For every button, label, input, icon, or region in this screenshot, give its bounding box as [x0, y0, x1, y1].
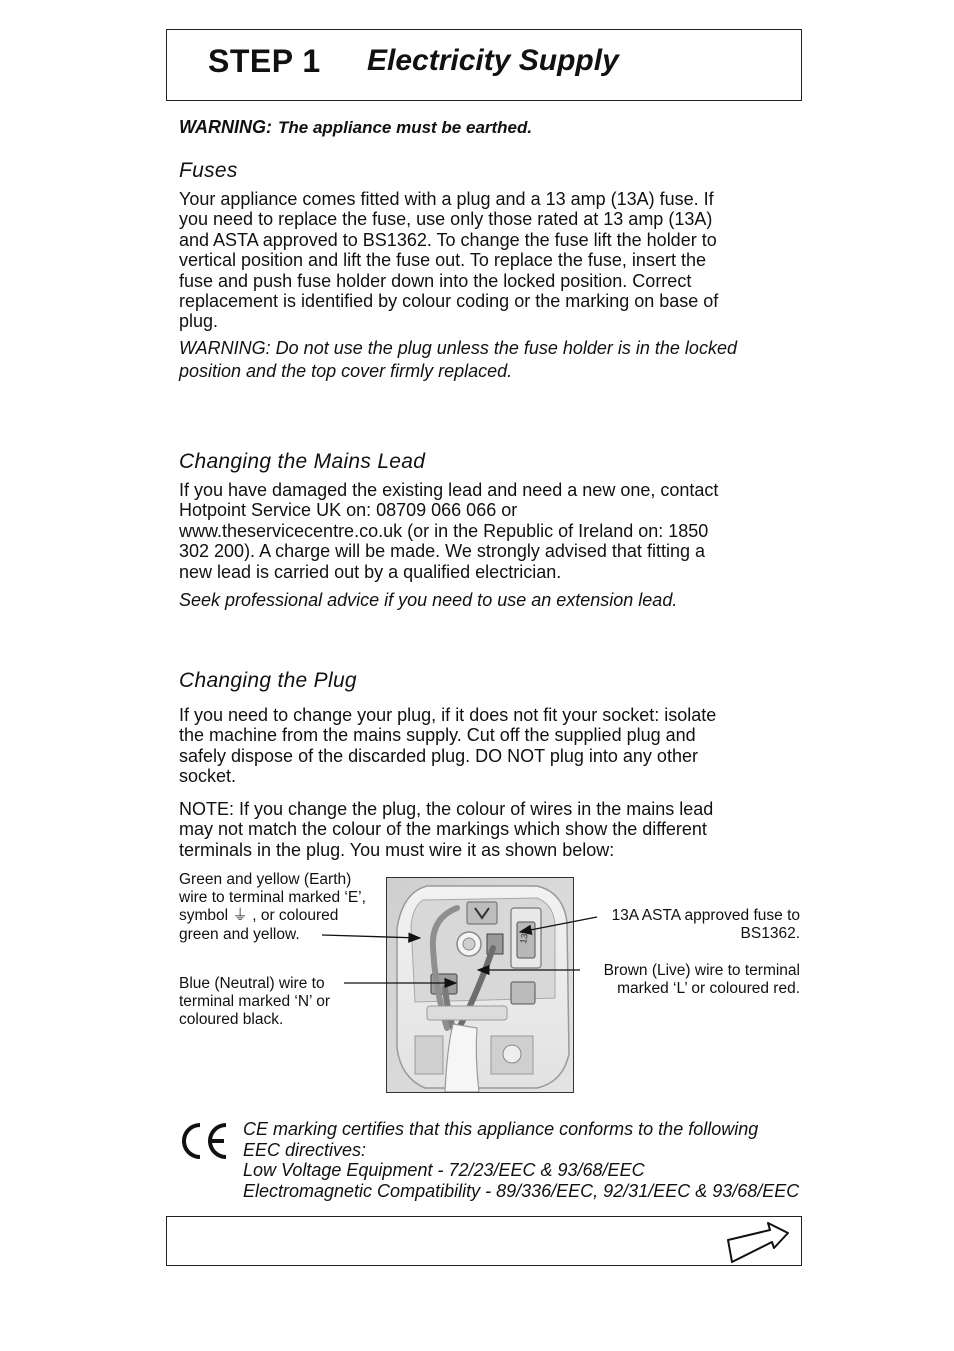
mains-lead-line: www.theservicecentre.co.uk (or in the Republic of Ireland on: 1850 [179, 520, 709, 541]
ce-line: CE marking certifies that this appliance conforms to the following [243, 1119, 759, 1139]
ce-line: EEC directives: [243, 1139, 367, 1160]
warning-lead: WARNING: [179, 117, 272, 137]
page-title: Electricity Supply [367, 44, 619, 77]
earth-label-line: wire to terminal marked ‘E’, [179, 889, 366, 907]
footer-box [166, 1216, 802, 1266]
fuses-line: fuse and push fuse holder down into the locked position. Correct [179, 270, 692, 291]
plug-line: If you need to change your plug, if it does not fit your socket: isolate [179, 705, 717, 725]
ce-line: Electromagnetic Compatibility - 89/336/EEC, 92/31/EEC & 93/68/EEC [243, 1180, 800, 1201]
plug-line: safely dispose of the discarded plug. DO NOT plug into any other [179, 745, 698, 766]
mains-lead-heading: Changing the Mains Lead [179, 450, 426, 473]
plug-note-line: NOTE: If you change the plug, the colour of wires in the mains lead [179, 799, 714, 819]
warning-text: The appliance must be earthed. [278, 118, 533, 137]
plug-note-line: may not match the colour of the markings which show the different [179, 819, 707, 840]
step-number: STEP 1 [208, 43, 321, 79]
mains-lead-line: new lead is carried out by a qualified electrician. [179, 561, 562, 582]
ce-mark-icon [180, 1121, 230, 1161]
fuse-warning-line: position and the top cover firmly replaced. [179, 361, 513, 381]
extension-lead-note: Seek professional advice if you need to use an extension lead. [179, 590, 678, 610]
next-page-arrow-icon[interactable] [724, 1220, 792, 1264]
fuse-label-line: BS1362. [740, 925, 800, 943]
fuses-line: vertical position and lift the fuse out. To replace the fuse, insert the [179, 250, 706, 271]
live-label-line: Brown (Live) wire to terminal [603, 962, 800, 979]
earth-label-line: green and yellow. [179, 925, 300, 943]
fuses-line: and ASTA approved to BS1362. To change the fuse lift the holder to [179, 229, 717, 250]
fuses-line: plug. [179, 311, 219, 332]
fuse-warning-line: WARNING: Do not use the plug unless the fuse holder is in the locked [179, 338, 737, 358]
neutral-label-line: terminal marked ‘N’ or [179, 993, 331, 1011]
mains-lead-line: If you have damaged the existing lead and need a new one, contact [179, 480, 719, 500]
earth-label-line: symbol ⏚ , or coloured [179, 907, 339, 925]
plug-line: the machine from the mains supply. Cut off the supplied plug and [179, 725, 696, 746]
fuses-heading: Fuses [179, 159, 238, 182]
fuses-line: replacement is identified by colour coding or the marking on base of [179, 291, 719, 312]
mains-lead-line: Hotpoint Service UK on: 08709 066 066 or [179, 500, 518, 521]
fuse-marking: 13A [518, 926, 531, 945]
ce-statement [243, 1119, 803, 1201]
neutral-label-line: coloured black. [179, 1011, 284, 1029]
fuse-pointer [520, 917, 597, 932]
neutral-label-line: Blue (Neutral) wire to [179, 975, 325, 992]
fuses-line: Your appliance comes fitted with a plug and a 13 amp (13A) fuse. If [179, 189, 714, 209]
plug-note-line: terminals in the plug. You must wire it as shown below: [179, 839, 615, 860]
fuse-label-line: 13A ASTA approved fuse to [611, 907, 800, 924]
earth-label-line: Green and yellow (Earth) [179, 871, 352, 888]
mains-lead-line: 302 200). A charge will be made. We strongly advised that fitting a [179, 541, 705, 562]
plug-line: socket. [179, 766, 237, 787]
plug-heading: Changing the Plug [179, 669, 357, 692]
live-label-line: marked ‘L’ or coloured red. [617, 980, 800, 998]
ce-line: Low Voltage Equipment - 72/23/EEC & 93/68/EEC [243, 1160, 645, 1180]
earth-pointer [322, 935, 420, 938]
fuses-line: you need to replace the fuse, use only those rated at 13 amp (13A) [179, 209, 713, 230]
